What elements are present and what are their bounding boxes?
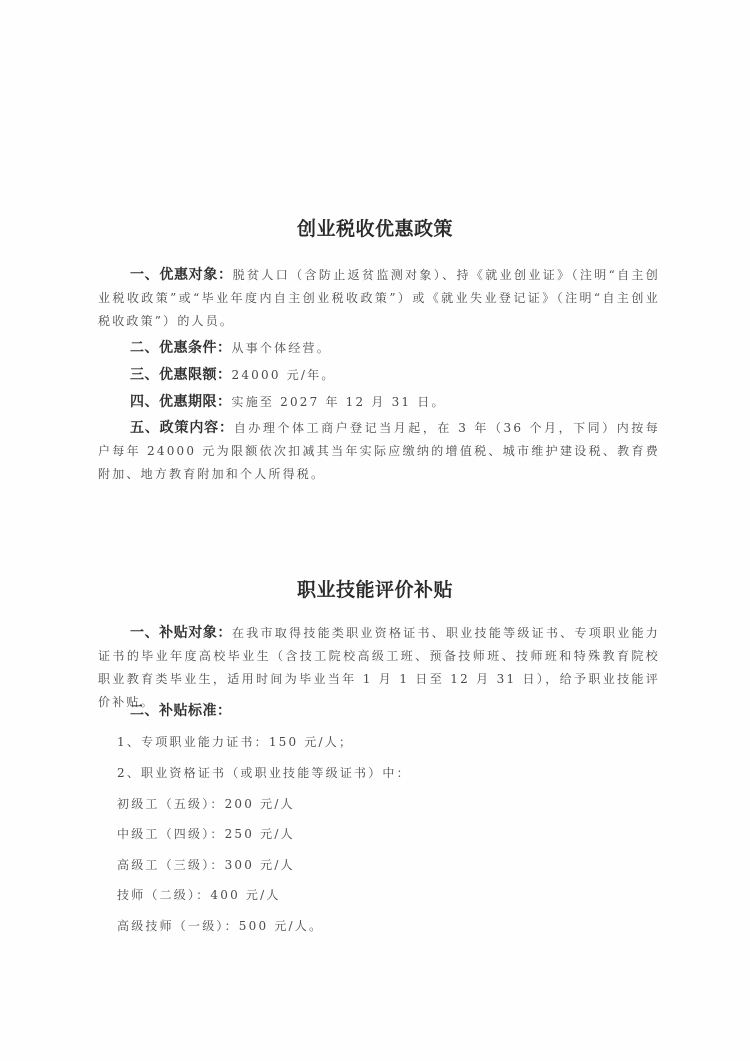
paragraph-text: 在我市取得技能类职业资格证书、职业技能等级证书、专项职业能力证书的毕业年度高校毕业生（含技工院校高级工班、预备技师班、技师班和特殊教育院校职业教育类毕业生，适用时间为毕业当年 1 月 1 日至 12 月 31 日），给予职业技能评价补贴。 — [98, 626, 660, 709]
paragraph-label: 三、优惠限额： — [130, 367, 232, 383]
paragraph-text: 自办理个体工商户登记当月起，在 3 年（36 个月，下同）内按每户每年 24000 元为限额依次扣减其当年实际应缴纳的增值税、城市维护建设税、教育费附加、地方教育附加和个人所得税。 — [98, 421, 661, 481]
paragraph-text: 实施至 2027 年 12 月 31 日。 — [231, 395, 446, 409]
paragraph-label: 五、政策内容： — [130, 420, 234, 436]
paragraph-label: 一、补贴对象： — [130, 625, 232, 641]
paragraph-eligible-persons — [98, 264, 660, 333]
section-title-tax-policy: 创业税收优惠政策 — [296, 218, 453, 240]
paragraph-conditions — [98, 337, 660, 360]
paragraph-text: 从事个体经营。 — [231, 341, 331, 355]
standard-line: 高级技师（一级）：500 元/人。 — [117, 919, 324, 933]
paragraph-limit — [98, 364, 660, 387]
standard-line: 高级工（三级）：300 元/人 — [117, 858, 295, 872]
paragraph-policy-content — [98, 417, 660, 486]
paragraph-label: 二、优惠条件： — [130, 340, 232, 356]
subsidy-standard-heading: 二、补贴标准： — [130, 703, 232, 719]
standard-line: 中级工（四级）：250 元/人 — [117, 827, 295, 841]
section-title-skill-subsidy: 职业技能评价补贴 — [296, 579, 453, 601]
paragraph-label: 一、优惠对象： — [130, 267, 233, 283]
standard-line: 2、职业资格证书（或职业技能等级证书）中： — [117, 766, 411, 780]
paragraph-text: 脱贫人口（含防止返贫监测对象）、持《就业创业证》（注明“自主创业税收政策”或“毕业年度内自主创业税收政策”）或《就业失业登记证》（注明“自主创业税收政策”）的人员。 — [98, 268, 661, 328]
standard-line: 初级工（五级）：200 元/人 — [117, 797, 295, 811]
paragraph-period — [98, 391, 660, 414]
standard-line: 1、专项职业能力证书：150 元/人； — [117, 735, 354, 749]
paragraph-text: 24000 元/年。 — [231, 368, 336, 382]
standard-line: 技师（二级）：400 元/人 — [117, 888, 281, 902]
paragraph-label: 四、优惠期限： — [130, 394, 232, 410]
